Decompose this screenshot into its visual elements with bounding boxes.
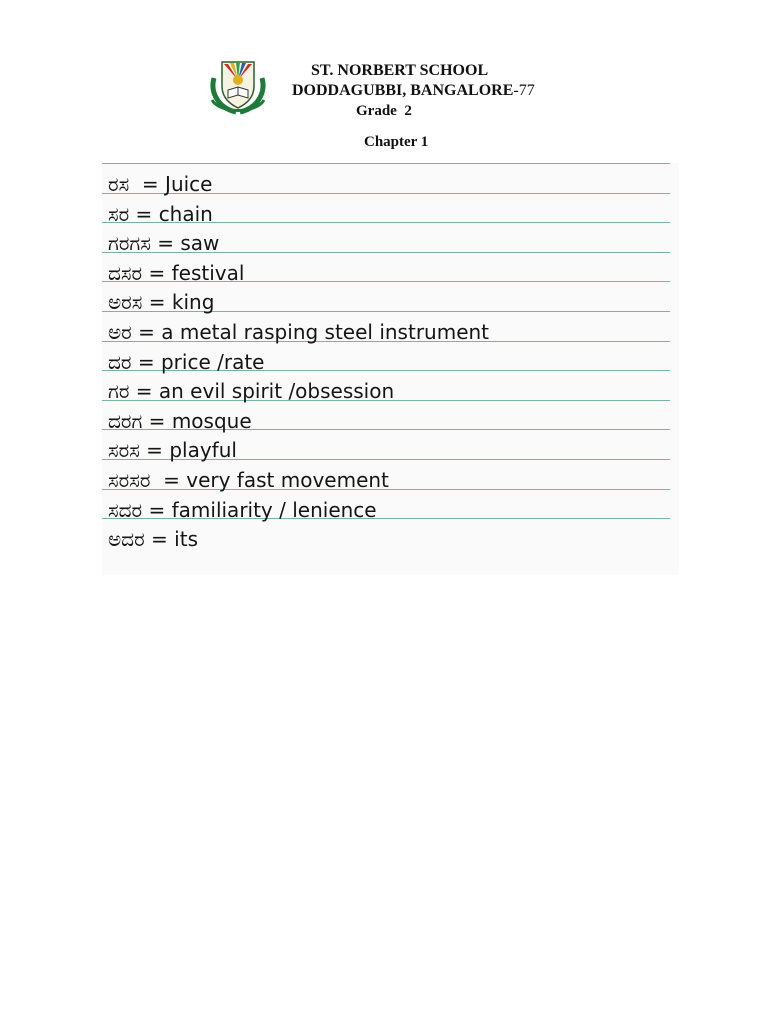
vocab-row: ಸರ = chain [108,202,213,226]
grade-label: Grade 2 [356,103,412,119]
kannada-word: ಗರಗಸ [108,231,151,255]
address-main: DODDAGUBBI, BANGALORE [292,82,514,99]
school-crest-icon [206,56,270,116]
kannada-word: ದರ [108,350,132,374]
kannada-word: ಸದರ [108,498,143,522]
kannada-word: ಸರಸರ [108,468,157,492]
vocab-row: ರಸ = Juice [108,172,213,196]
kannada-word: ಗರ [108,379,130,403]
english-meaning: its [174,527,198,551]
school-name: ST. NORBERT SCHOOL [311,62,489,79]
vocab-row: ಗರಗಸ = saw [108,231,220,255]
vocab-row: ದಸರ = festival [108,261,245,285]
vocab-row: ಸರಸರ = very fast movement [108,468,389,492]
english-meaning: saw [180,231,220,255]
address-suffix: -77 [513,82,535,99]
vocab-row: ಗರ = an evil spirit /obsession [108,379,395,403]
school-address [292,82,535,100]
english-meaning: very fast movement [186,468,389,492]
vocab-row: ಅರಸ = king [108,290,215,314]
vocab-row: ಸರಸ = playful [108,438,237,462]
kannada-word: ಸರ [108,202,130,226]
kannada-word: ದರಗ [108,409,143,433]
chapter-title: Chapter 1 [364,134,429,150]
kannada-word: ದಸರ [108,261,143,285]
vocab-row: ಅದರ = its [108,527,198,551]
rule-line [102,163,670,164]
english-meaning: an evil spirit /obsession [158,379,395,403]
english-meaning: Juice [165,172,213,196]
english-meaning: familiarity / lenience [171,498,377,522]
kannada-word: ಅರ [108,320,132,344]
english-meaning: mosque [171,409,252,433]
english-meaning: playful [169,438,237,462]
vocabulary-list [102,163,679,575]
vocab-row: ಸದರ = familiarity / lenience [108,498,377,522]
vocab-row: ಅರ = a metal rasping steel instrument [108,320,490,344]
english-meaning: festival [171,261,245,285]
vocab-row: ದರ = price /rate [108,350,265,374]
vocab-row: ದರಗ = mosque [108,409,252,433]
kannada-word: ಅದರ [108,527,145,551]
english-meaning: a metal rasping steel instrument [161,320,490,344]
english-meaning: king [171,290,215,314]
english-meaning: chain [158,202,213,226]
kannada-word: ಅರಸ [108,290,143,314]
kannada-word: ಸರಸ [108,438,140,462]
kannada-word: ರಸ [108,172,136,196]
english-meaning: price /rate [160,350,265,374]
